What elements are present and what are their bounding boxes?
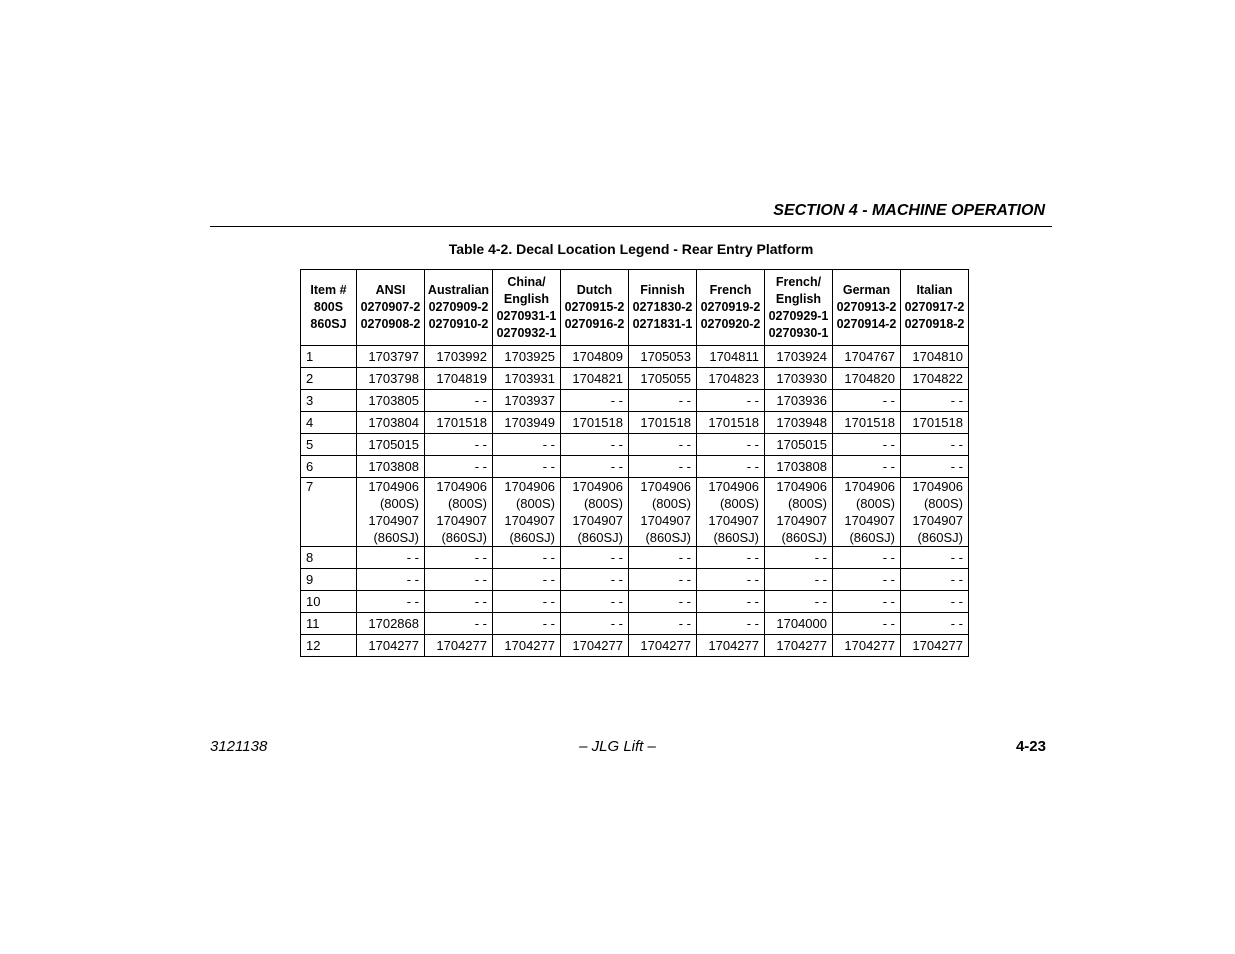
table-cell: - -	[425, 390, 493, 412]
table-cell: - -	[629, 434, 697, 456]
table-row	[301, 390, 969, 412]
table-cell-line: (800S)	[787, 496, 827, 511]
table-cell: - -	[425, 613, 493, 635]
table-cell: - -	[901, 547, 969, 569]
table-cell-line: 1704907	[844, 513, 895, 528]
table-cell: - -	[561, 434, 629, 456]
table-cell: - -	[493, 591, 561, 613]
table-cell: - -	[765, 569, 833, 591]
table-cell: 1705015	[765, 434, 833, 456]
table-cell: - -	[493, 434, 561, 456]
table-cell: 1703931	[493, 368, 561, 390]
table-cell: 1701518	[697, 412, 765, 434]
table-row	[301, 368, 969, 390]
table-cell: - -	[493, 569, 561, 591]
table-cell: 1701518	[901, 412, 969, 434]
table-cell: - -	[561, 569, 629, 591]
table-cell-line: (800S)	[651, 496, 691, 511]
footer-doc-number: 3121138	[210, 738, 268, 755]
table-cell-line: 1704906	[504, 479, 555, 494]
table-cell: - -	[901, 390, 969, 412]
table-cell	[765, 478, 833, 547]
table-row	[301, 412, 969, 434]
table-cell: - -	[629, 547, 697, 569]
table-cell-line: 1704906	[912, 479, 963, 494]
table-cell-item: 3	[301, 390, 357, 412]
table-cell-line: (800S)	[515, 496, 555, 511]
header-french-english: French/ English 0270929-1 0270930-1	[765, 270, 833, 346]
table-cell: 1704277	[493, 635, 561, 657]
table-cell	[697, 478, 765, 547]
table-cell: 1705055	[629, 368, 697, 390]
header-finnish: Finnish 0271830-2 0271831-1	[629, 270, 697, 346]
table-cell: 1704277	[901, 635, 969, 657]
table-cell: - -	[833, 390, 901, 412]
table-cell: 1703804	[357, 412, 425, 434]
table-row	[301, 591, 969, 613]
table-cell-item: 1	[301, 346, 357, 368]
table-cell: 1704820	[833, 368, 901, 390]
table-cell-line: (860SJ)	[645, 530, 691, 545]
table-cell: - -	[561, 613, 629, 635]
table-cell: 1703936	[765, 390, 833, 412]
table-cell: 1703948	[765, 412, 833, 434]
table-cell-line: 1704906	[776, 479, 827, 494]
table-cell-line: (860SJ)	[713, 530, 759, 545]
table-cell: 1703925	[493, 346, 561, 368]
table-cell: - -	[629, 591, 697, 613]
table-cell-item: 2	[301, 368, 357, 390]
table-cell: - -	[425, 591, 493, 613]
table-cell-line: (800S)	[855, 496, 895, 511]
table-cell: - -	[561, 456, 629, 478]
table-cell-line: 1704907	[368, 513, 419, 528]
table-cell: - -	[629, 613, 697, 635]
table-cell: - -	[833, 591, 901, 613]
table-cell: - -	[425, 569, 493, 591]
header-china-english: China/ English 0270931-1 0270932-1	[493, 270, 561, 346]
table-cell-line: 1704907	[572, 513, 623, 528]
table-cell: 1703798	[357, 368, 425, 390]
table-cell: - -	[765, 591, 833, 613]
table-cell: 1703937	[493, 390, 561, 412]
table-cell: - -	[493, 547, 561, 569]
table-cell: - -	[697, 390, 765, 412]
table-cell: 1701518	[561, 412, 629, 434]
table-cell-line: 1704906	[708, 479, 759, 494]
table-cell: - -	[901, 591, 969, 613]
table-cell: - -	[833, 613, 901, 635]
table-cell: 1704277	[765, 635, 833, 657]
table-cell-line: 1704907	[436, 513, 487, 528]
table-cell: - -	[833, 547, 901, 569]
table-cell-line: (800S)	[923, 496, 963, 511]
table-cell: 1704277	[561, 635, 629, 657]
table-cell-line: 1704906	[368, 479, 419, 494]
table-cell-line: 1704906	[572, 479, 623, 494]
table-cell: - -	[901, 613, 969, 635]
table-cell-line: 1704907	[504, 513, 555, 528]
table-cell: 1704277	[425, 635, 493, 657]
table-cell-line: 1704906	[640, 479, 691, 494]
table-row	[301, 635, 969, 657]
table-cell: - -	[425, 456, 493, 478]
table-cell: - -	[629, 390, 697, 412]
table-cell: 1704810	[901, 346, 969, 368]
table-cell-line: (860SJ)	[781, 530, 827, 545]
table-cell: - -	[357, 569, 425, 591]
header-item: Item # 800S 860SJ	[301, 270, 357, 346]
table-cell	[629, 478, 697, 547]
table-cell: 1704822	[901, 368, 969, 390]
table-cell: 1705015	[357, 434, 425, 456]
table-cell: 1703808	[765, 456, 833, 478]
header-dutch: Dutch 0270915-2 0270916-2	[561, 270, 629, 346]
table-row	[301, 346, 969, 368]
table-cell	[425, 478, 493, 547]
header-german: German 0270913-2 0270914-2	[833, 270, 901, 346]
table-row	[301, 478, 969, 547]
table-header-row	[301, 270, 969, 346]
table-cell-line: (860SJ)	[849, 530, 895, 545]
table-cell: 1704819	[425, 368, 493, 390]
table-cell: - -	[425, 434, 493, 456]
table-cell: 1704811	[697, 346, 765, 368]
table-cell: 1704000	[765, 613, 833, 635]
table-cell-line: 1704907	[776, 513, 827, 528]
table-cell-line: (860SJ)	[577, 530, 623, 545]
table-cell: 1701518	[425, 412, 493, 434]
table-cell-item: 6	[301, 456, 357, 478]
table-cell: - -	[357, 591, 425, 613]
table-cell-line: 1704907	[912, 513, 963, 528]
table-cell: - -	[629, 456, 697, 478]
table-cell: - -	[493, 456, 561, 478]
table-cell: - -	[901, 456, 969, 478]
table-cell: 1704277	[833, 635, 901, 657]
table-cell-item: 12	[301, 635, 357, 657]
table-cell: - -	[425, 547, 493, 569]
header-italian: Italian 0270917-2 0270918-2	[901, 270, 969, 346]
table-cell-line: (800S)	[379, 496, 419, 511]
table-cell-line: (800S)	[583, 496, 623, 511]
table-cell: - -	[357, 547, 425, 569]
footer-brand: – JLG Lift –	[579, 738, 656, 755]
table-row	[301, 569, 969, 591]
table-cell: - -	[561, 547, 629, 569]
decal-location-table	[300, 269, 969, 657]
table-cell: 1703992	[425, 346, 493, 368]
table-cell	[561, 478, 629, 547]
table-row	[301, 547, 969, 569]
table-cell-item: 10	[301, 591, 357, 613]
table-cell: 1703797	[357, 346, 425, 368]
table-cell-item: 5	[301, 434, 357, 456]
table-row	[301, 434, 969, 456]
table-cell: - -	[833, 434, 901, 456]
table-cell: 1704809	[561, 346, 629, 368]
footer-page-number: 4-23	[1015, 738, 1046, 755]
table-cell: - -	[901, 569, 969, 591]
table-cell: 1703808	[357, 456, 425, 478]
table-cell-item: 4	[301, 412, 357, 434]
table-cell-item: 9	[301, 569, 357, 591]
table-cell: - -	[561, 390, 629, 412]
table-cell-line: (800S)	[719, 496, 759, 511]
table-cell: 1704277	[697, 635, 765, 657]
table-cell: - -	[697, 456, 765, 478]
table-cell: - -	[765, 547, 833, 569]
table-cell-line: 1704906	[844, 479, 895, 494]
header-french: French 0270919-2 0270920-2	[697, 270, 765, 346]
table-cell-line: 1704906	[436, 479, 487, 494]
table-cell	[833, 478, 901, 547]
section-header	[210, 200, 1052, 227]
table-cell: - -	[493, 613, 561, 635]
table-cell-line: (860SJ)	[441, 530, 487, 545]
table-cell	[493, 478, 561, 547]
table-cell-line: (860SJ)	[373, 530, 419, 545]
table-cell-line: (860SJ)	[917, 530, 963, 545]
table-cell: - -	[561, 591, 629, 613]
table-body	[301, 346, 969, 657]
header-ansi: ANSI 0270907-2 0270908-2	[357, 270, 425, 346]
table-cell: 1704821	[561, 368, 629, 390]
table-cell: - -	[697, 613, 765, 635]
table-cell: - -	[901, 434, 969, 456]
table-cell	[901, 478, 969, 547]
table-cell: - -	[697, 434, 765, 456]
table-cell: 1701518	[833, 412, 901, 434]
table-cell-line: (800S)	[447, 496, 487, 511]
table-cell: - -	[629, 569, 697, 591]
table-cell: - -	[697, 547, 765, 569]
table-cell: - -	[697, 591, 765, 613]
table-cell-line: 1704907	[708, 513, 759, 528]
table-caption: Table 4-2. Decal Location Legend - Rear Entry Platform	[448, 241, 814, 257]
header-australian: Australian 0270909-2 0270910-2	[425, 270, 493, 346]
table-cell: - -	[833, 569, 901, 591]
table-cell	[357, 478, 425, 547]
table-cell: 1704767	[833, 346, 901, 368]
table-cell: 1704277	[357, 635, 425, 657]
table-cell: 1704277	[629, 635, 697, 657]
table-cell-line: 1704907	[640, 513, 691, 528]
table-cell-item: 7	[301, 478, 357, 547]
section-title: SECTION 4 - MACHINE OPERATION	[773, 202, 1045, 219]
table-cell: - -	[697, 569, 765, 591]
table-cell: - -	[833, 456, 901, 478]
table-row	[301, 456, 969, 478]
table-cell: 1703949	[493, 412, 561, 434]
table-cell: 1703930	[765, 368, 833, 390]
table-row	[301, 613, 969, 635]
table-cell: 1705053	[629, 346, 697, 368]
table-cell: 1703805	[357, 390, 425, 412]
table-cell: 1704823	[697, 368, 765, 390]
table-cell: 1702868	[357, 613, 425, 635]
table-cell-item: 11	[301, 613, 357, 635]
table-cell: 1701518	[629, 412, 697, 434]
table-cell: 1703924	[765, 346, 833, 368]
table-cell-line: (860SJ)	[509, 530, 555, 545]
table-cell-item: 8	[301, 547, 357, 569]
